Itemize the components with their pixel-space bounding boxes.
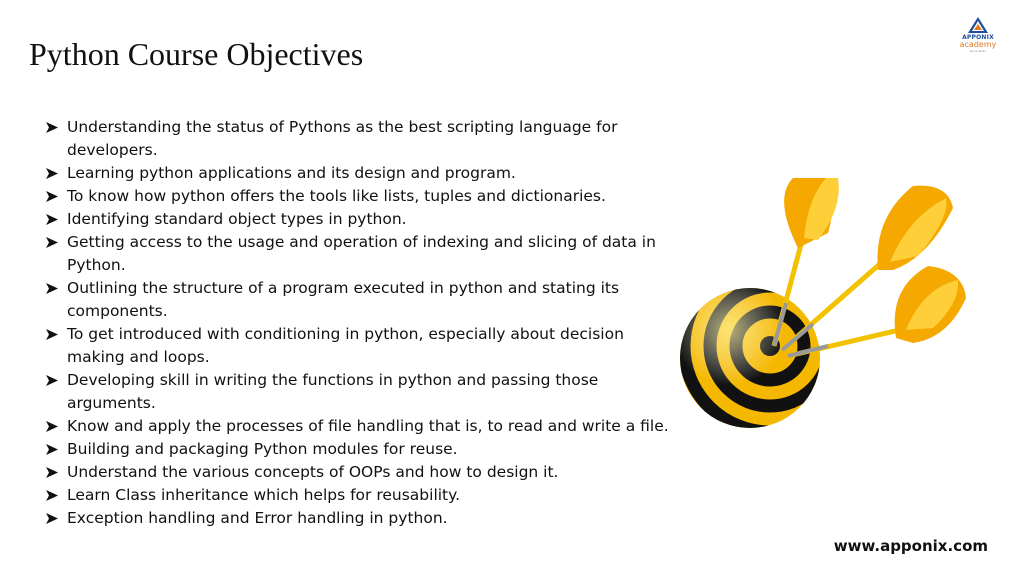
logo-sub: academy [959,40,997,49]
objective-item [46,208,686,231]
objective-text: Building and packaging Python modules for reuse. [67,440,458,458]
arrow-bullet-icon [46,421,58,432]
objective-text: Understanding the status of Pythons as the best scripting language for developers. [67,118,618,159]
objective-text: Developing skill in writing the functions in python and passing those arguments. [67,371,599,412]
objective-item [46,461,686,484]
arrow-bullet-icon [46,467,58,478]
objective-text: To get introduced with conditioning in python, especially about decision making and loops. [67,325,624,366]
arrow-bullet-icon [46,513,58,524]
objective-item [46,484,686,507]
objective-text: Identifying standard object types in python. [67,210,407,228]
objective-text: Know and apply the processes of file handling that is, to read and write a file. [67,417,669,435]
objective-text: Exception handling and Error handling in python. [67,509,448,527]
objective-item [46,507,686,530]
apponix-logo [952,16,1004,56]
objective-text: Understand the various concepts of OOPs and how to design it. [67,463,559,481]
objective-item [46,231,686,277]
arrow-bullet-icon [46,375,58,386]
slide-title: Python Course Objectives [29,36,364,72]
objective-text: To know how python offers the tools like lists, tuples and dictionaries. [67,187,606,205]
arrow-bullet-icon [46,122,58,133]
objective-text: Outlining the structure of a program executed in python and stating its components. [67,279,620,320]
logo-tagline: since 2011 [969,49,987,53]
objective-item [46,415,686,438]
objective-item [46,323,686,369]
objective-text: Getting access to the usage and operation of indexing and slicing of data in Python. [67,233,656,274]
objectives-list [46,116,686,530]
arrow-bullet-icon [46,444,58,455]
objective-item [46,277,686,323]
arrow-bullet-icon [46,168,58,179]
objective-item [46,438,686,461]
arrow-bullet-icon [46,237,58,248]
arrow-bullet-icon [46,283,58,294]
arrow-bullet-icon [46,214,58,225]
arrow-bullet-icon [46,329,58,340]
objective-item [46,369,686,415]
website-url: www.apponix.com [833,537,988,555]
objective-item [46,116,686,162]
objective-text: Learn Class inheritance which helps for reusability. [67,486,461,504]
objective-item [46,185,686,208]
arrow-bullet-icon [46,191,58,202]
objective-text: Learning python applications and its design and program. [67,164,516,182]
objective-item [46,162,686,185]
logo-brand: APPONIX [962,34,994,41]
darts-target-image [678,178,968,428]
logo-mark-icon [967,16,989,34]
arrow-bullet-icon [46,490,58,501]
